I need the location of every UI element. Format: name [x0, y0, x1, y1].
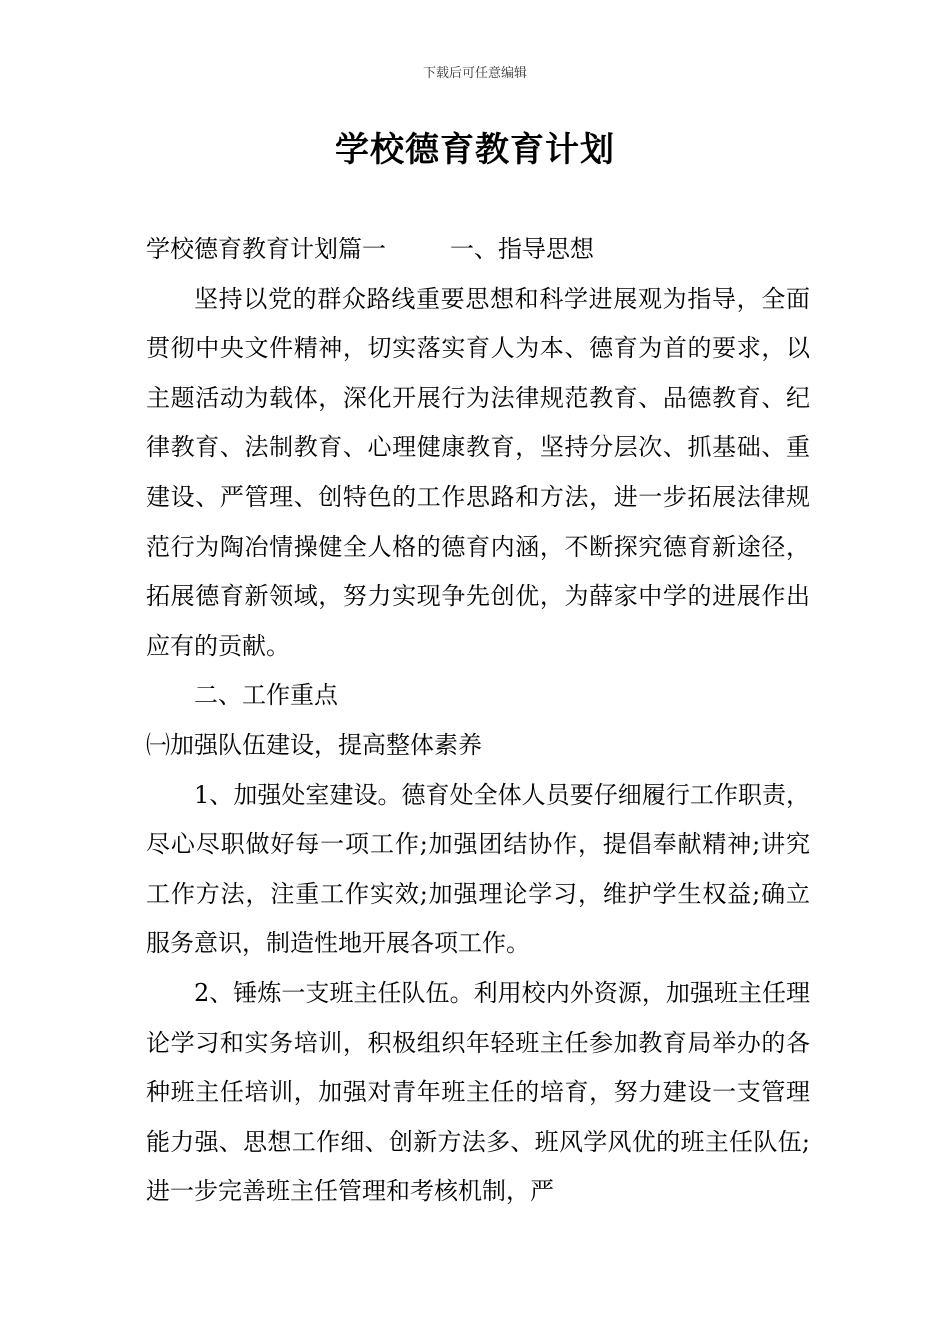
- work-focus-heading: 二、工作重点: [194, 681, 338, 710]
- header-note: 下载后可任意编辑: [422, 66, 527, 81]
- paragraph-head-teacher-team: 2、锤炼一支班主任队伍。利用校内外资源，加强班主任理论学习和实务培训，积极组织年轻班主任参加教育局举办的各种班主任培训，加强对青年班主任的培育，努力建设一支管理能力强、思想工作细、创新方法多、班风学风优的班主任队伍;进一步完善班主任管理和考核机制，严: [146, 978, 810, 1206]
- guiding-ideology-heading: 一、指导思想: [450, 235, 594, 263]
- paragraph-office-building: 1、加强处室建设。德育处全体人员要仔细履行工作职责，尽心尽职做好每一项工作;加强团结协作，提倡奉献精神;讲究工作方法，注重工作实效;加强理论学习，维护学生权益;确立服务意识，制造性地开展各项工作。: [146, 780, 810, 958]
- document-title: 学校德育教育计划: [335, 130, 615, 170]
- paragraph-guiding-ideology: 坚持以党的群众路线重要思想和科学进展观为指导，全面贯彻中央文件精神，切实落实育人为本、德育为首的要求，以主题活动为载体，深化开展行为法律规范教育、品德教育、纪律教育、法制教育、心理健康教育，坚持分层次、抓基础、重建设、严管理、创特色的工作思路和方法，进一步拓展法律规范行为陶冶情操健全人格的德育内涵，不断探究德育新途径，拓展德育新领域，努力实现争先创优，为薛家中学的进展作出应有的贡献。: [146, 284, 810, 660]
- team-building-subheading: ㈠加强队伍建设，提高整体素养: [146, 730, 482, 759]
- document-body: [146, 225, 810, 1217]
- section-heading-line: [146, 225, 810, 275]
- part-title: 学校德育教育计划篇一: [146, 235, 386, 263]
